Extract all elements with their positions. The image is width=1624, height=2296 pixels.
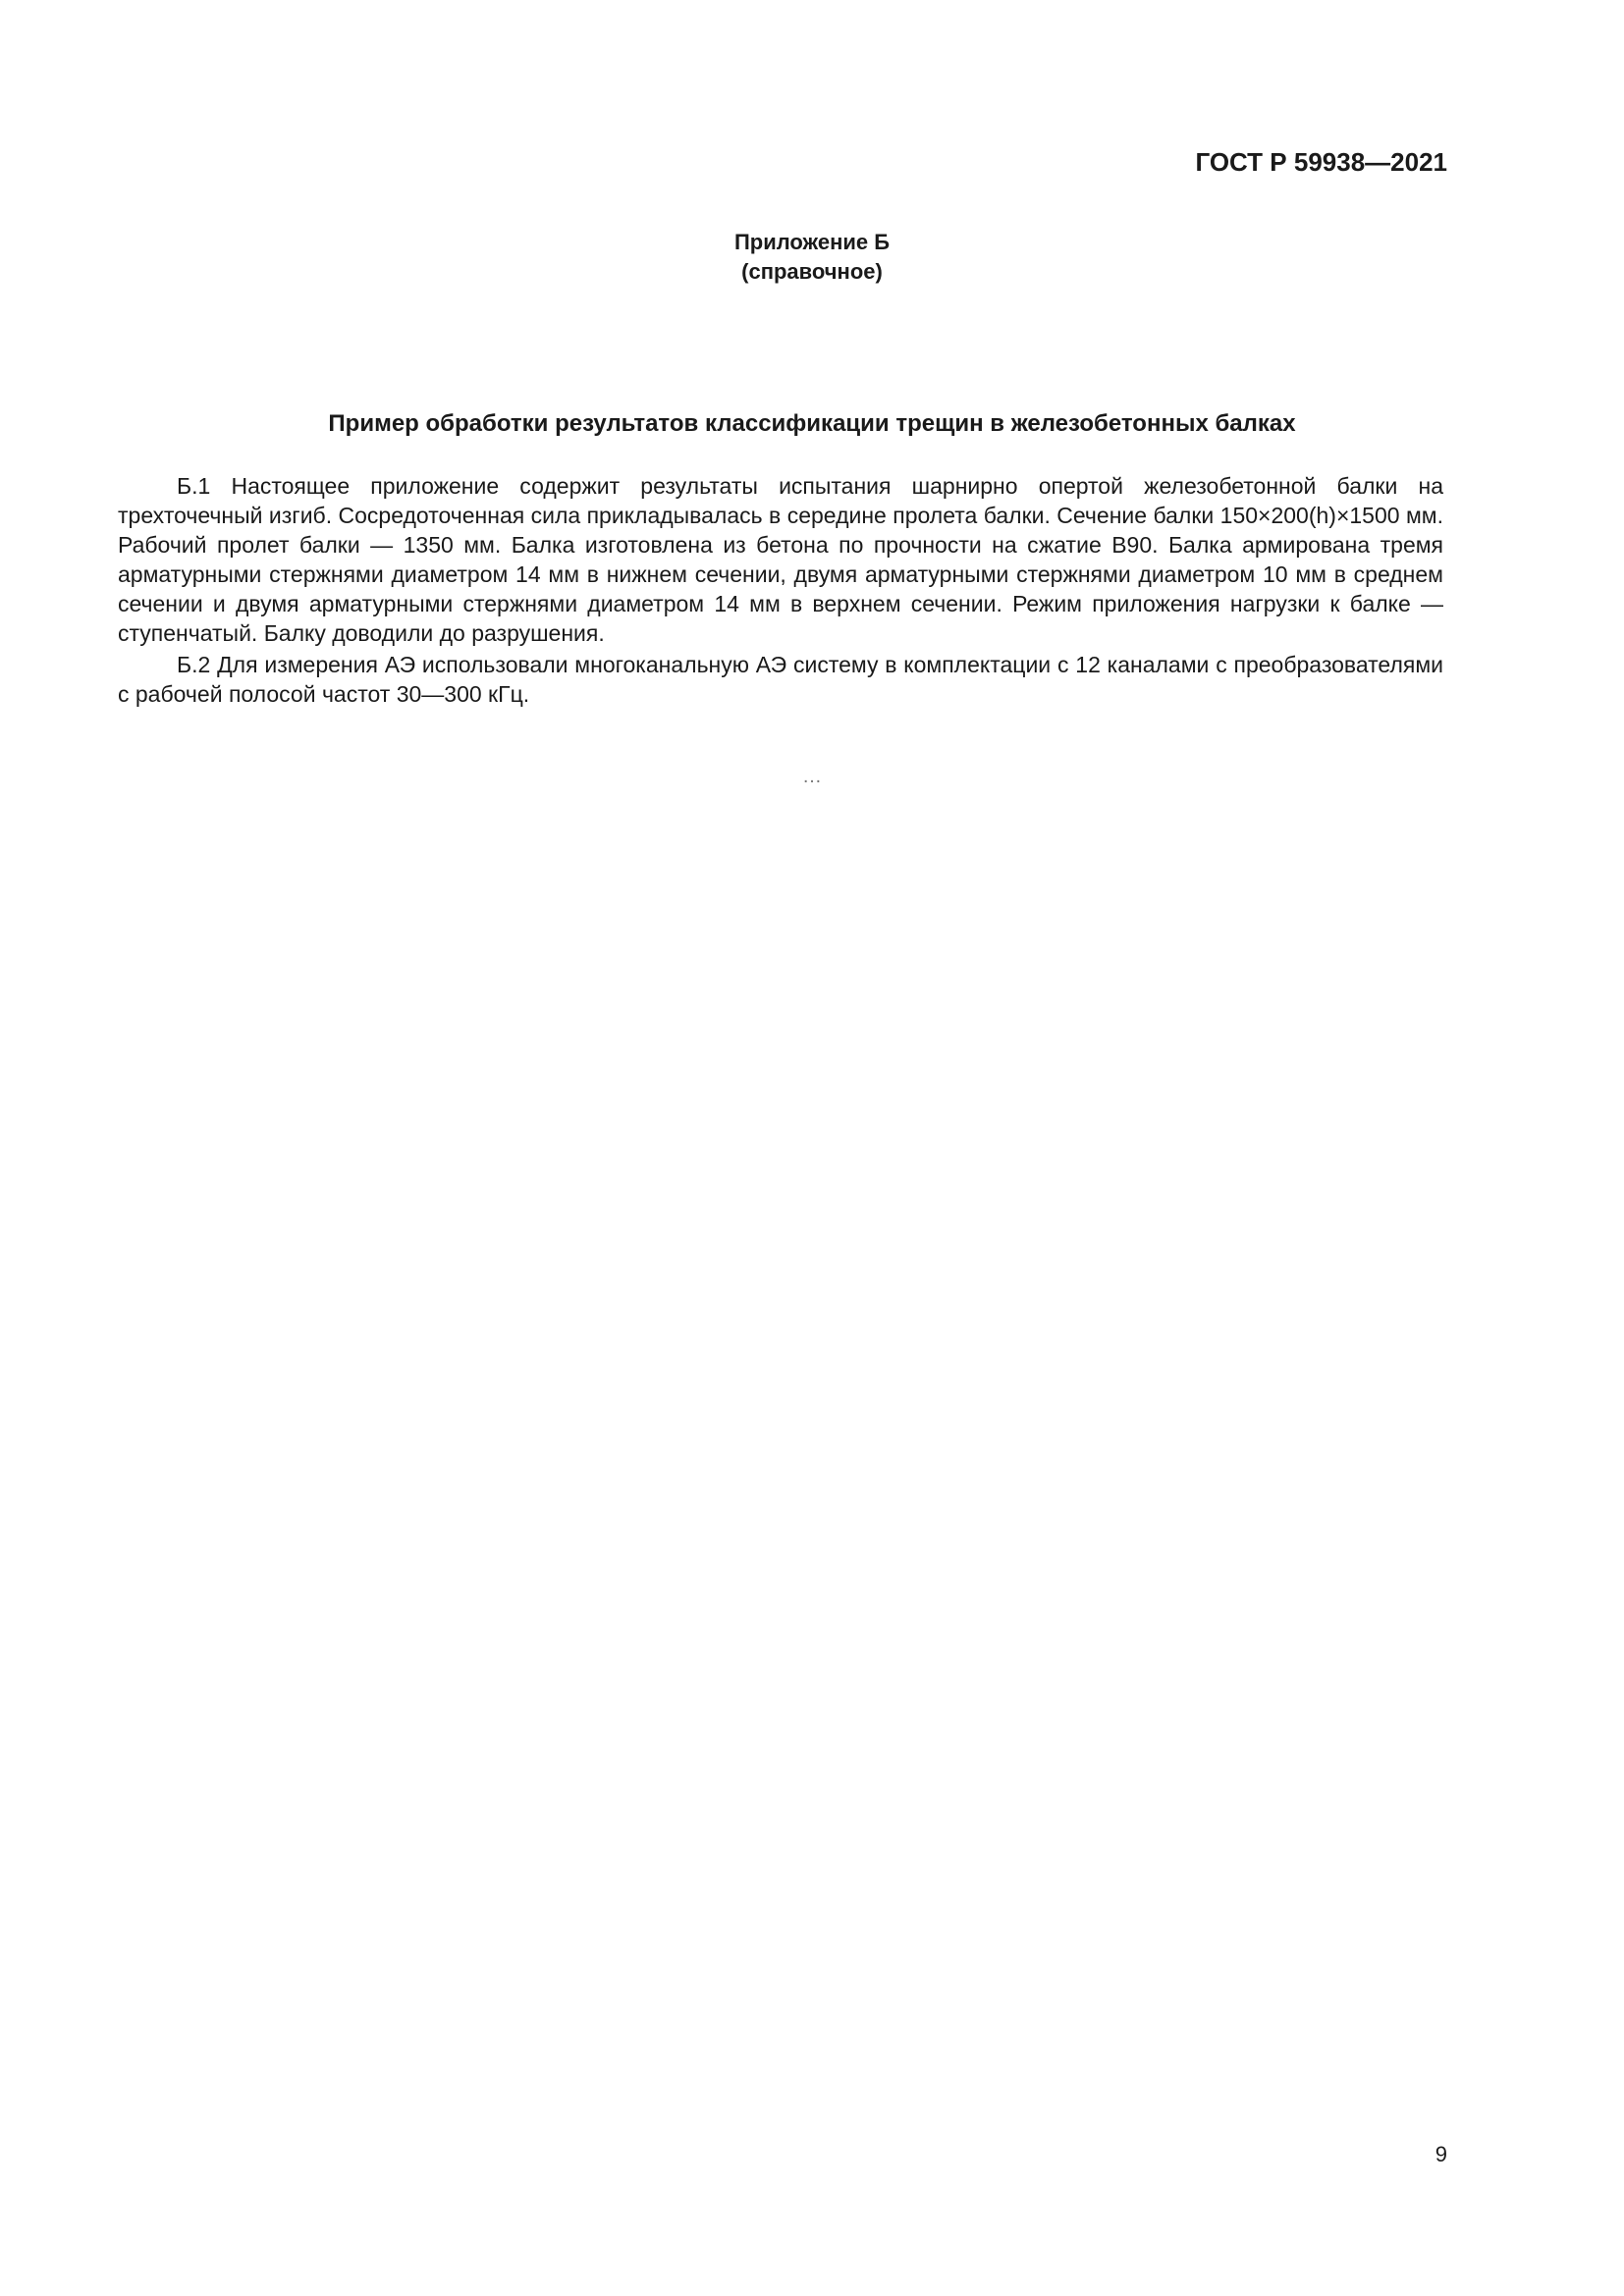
document-code: ГОСТ Р 59938—2021 bbox=[1195, 147, 1447, 177]
page-number: 9 bbox=[1435, 2142, 1447, 2166]
annex-label: Приложение Б bbox=[733, 230, 891, 254]
annex-type: (справочное) bbox=[741, 259, 883, 284]
omission-marker: … bbox=[802, 766, 822, 787]
paragraph-b1: Б.1 Настоящее приложение содержит результаты испытания шарнирно опертой железобетонной балки на трехточечный изгиб. Сосредоточенная сила прикладывалась в середине пролета балки. Сечение балки 150×200(h)×1500 мм. Рабочий пролет балки — 1350 мм. Балка изготовлена из бетона по прочности на сжатие В90. Балка армирована тремя арматурными стержнями диаметром 14 мм в нижнем сечении, двумя арматурными стержнями диаметром 10 мм в среднем сечении и двумя арматурными стержнями диаметром 14 мм в верхнем сечении. Режим приложения нагрузки к балке — ступенчатый. Балку доводили до разрушения. bbox=[118, 473, 1443, 646]
section-heading: Пример обработки результатов классификации трещин в железобетонных балках bbox=[328, 410, 1296, 437]
paragraph-b2: Б.2 Для измерения АЭ использовали многоканальную АЭ систему в комплектации с 12 каналами с преобразователями с рабочей полосой частот 30—300 кГц. bbox=[118, 652, 1443, 707]
body-text bbox=[118, 471, 1443, 711]
annex-title bbox=[0, 228, 1624, 287]
